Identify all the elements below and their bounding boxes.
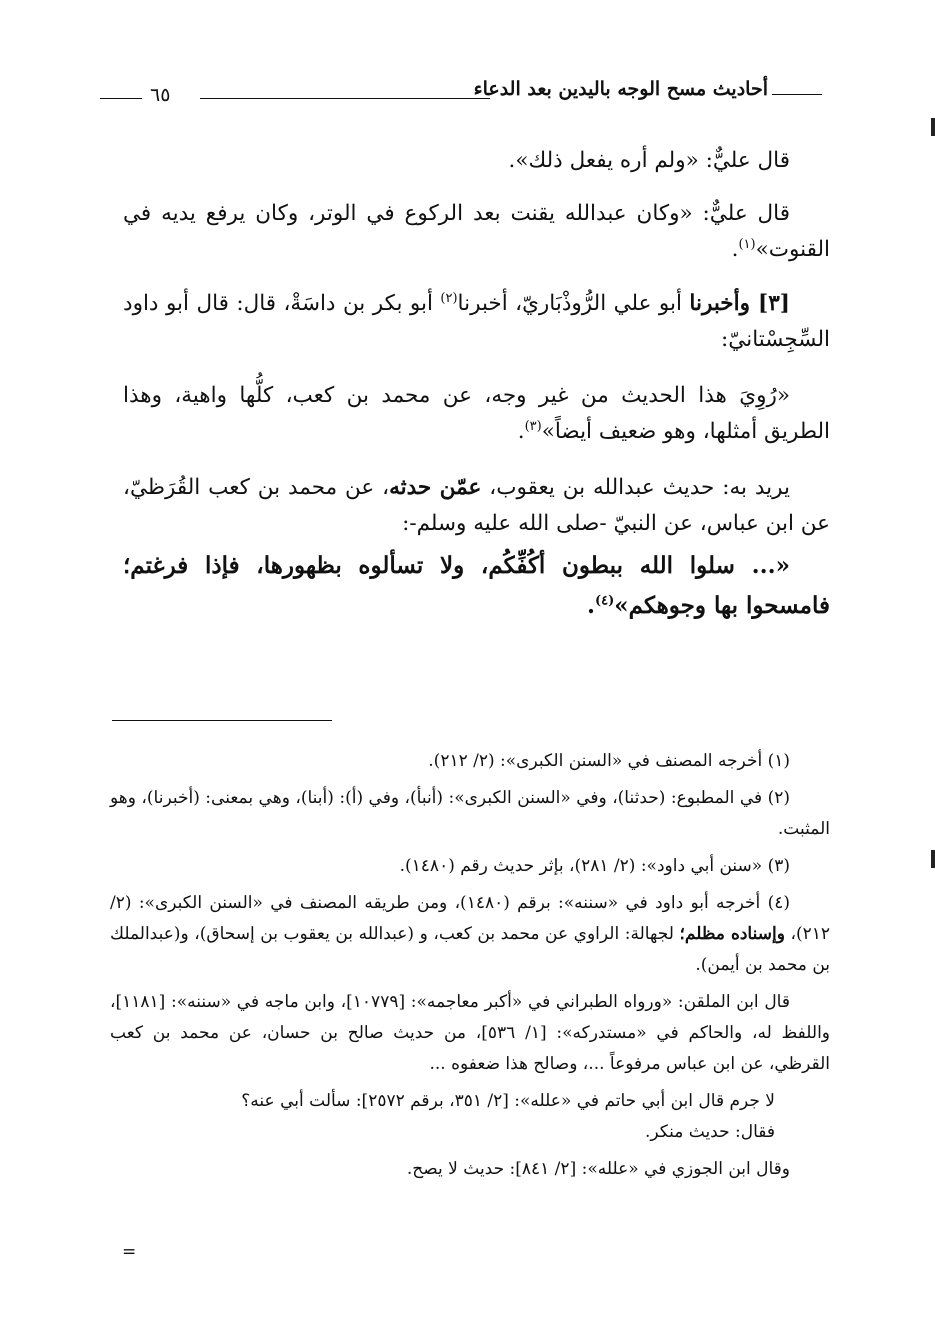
footnote-3-text: (٣) «سنن أبي داود»: (٢/ ٢٨١)، بإثر حديث رقم (١٤٨٠). xyxy=(399,856,790,876)
scan-edge-mark-2 xyxy=(931,850,935,868)
page-number: ٦٥ xyxy=(150,84,171,106)
paragraph-hadith-text: «... سلوا الله ببطون أكُفِّكُم، ولا تسألوه بظهورها، فإذا فرغتم؛ فامسحوا بها وجوهكم»$^{(٤)}$. xyxy=(123,552,830,619)
footnote-ibn-jawzi xyxy=(110,1154,830,1185)
scan-edge-mark-1 xyxy=(931,118,935,136)
paragraph-ali-1-text: قال عليٌّ: «ولم أره يفعل ذلك». xyxy=(508,148,790,173)
header-rule-left xyxy=(100,98,142,99)
explanation-part-1: يريد به: حديث عبدالله بن يعقوب، xyxy=(481,475,790,500)
paragraph-abu-dawud-quote: «رُوِيَ هذا الحديث من غير وجه، عن محمد بن كعب، كلُّها واهية، وهذا الطريق أمثلها، وهو ضعيف أيضاً»$^{(٣)}$. xyxy=(123,383,830,444)
footnote-ibn-mulaqqin xyxy=(110,987,830,1080)
footnote-4-part-1: (٤) أخرجه أبو داود في «سننه»: برقم (١٤٨٠)، ومن طريقه المصنف في «السنن الكبرى»: (٢/ ٢١٢)، xyxy=(110,893,831,944)
isnad-part-1: أبو علي الرُّوذْبَاريّ، أخبرنا xyxy=(457,291,690,316)
footnote-ref-2: (٢) xyxy=(440,290,458,306)
header-rule-middle xyxy=(200,98,490,99)
footnote-2-text: (٢) في المطبوع: (حدثنا)، وفي «السنن الكبرى»: (أنبأ)، وفي (أ): (أبنا)، وهي بمعنى: (أخبرنا)، وهو المثبت. xyxy=(110,788,830,839)
footnote-4-part-2: لجهالة: الراوي عن محمد بن كعب، و (عبدالله بن يعقوب بن إسحاق)، و(عبدالملك بن محمد بن أيمن). xyxy=(110,924,830,975)
running-header xyxy=(100,74,822,114)
footnote-4 xyxy=(110,888,830,981)
footnote-ref-3: (٣) xyxy=(524,418,542,434)
footnote-2 xyxy=(110,783,830,845)
paragraph-ali-2-text: قال عليٌّ: «وكان عبدالله يقنت بعد الركوع في الوتر، وكان يرفع يديه في القنوت» xyxy=(123,201,830,262)
footnote-1 xyxy=(110,746,830,777)
paragraph-ali-1 xyxy=(123,143,830,179)
header-title: أحاديث مسح الوجه باليدين بعد الدعاء xyxy=(473,78,768,100)
footnote-verdict xyxy=(110,1117,830,1148)
footnote-1-text: (١) أخرجه المصنف في «السنن الكبرى»: (٢/ ٢١٢). xyxy=(428,751,790,771)
footnote-ref-1: (١) xyxy=(738,236,756,252)
footnotes xyxy=(110,746,830,1185)
paragraph-ali-2: قال عليٌّ: «وكان عبدالله يقنت بعد الركوع في الوتر، وكان يرفع يديه في القنوت»$^{(١)}$. xyxy=(123,201,830,262)
explanation-part-2: ، عن محمد بن كعب القُرَظيّ، عن ابن عباس، عن النبيّ -صلى الله عليه وسلم-: xyxy=(123,475,830,536)
footnote-3 xyxy=(110,851,830,882)
main-text xyxy=(123,143,830,626)
hadith-number-3: [٣] وأخبرنا xyxy=(689,291,790,316)
header-rule-right xyxy=(772,94,822,95)
footnote-ibn-abi-hatim-text: لا جرم قال ابن أبي حاتم في «علله»: [٢/ ٣٥١، برقم ٢٥٧٢]: سألت أبي عنه؟ xyxy=(241,1091,775,1111)
footnote-divider xyxy=(112,720,332,721)
continuation-mark: = xyxy=(122,1242,137,1262)
isnad-part-2: أبو بكر بن داسَةْ، قال: قال أبو داود السِّجِسْتانيّ: xyxy=(123,291,830,352)
footnote-4-bold: وإسناده مظلم؛ xyxy=(679,924,785,944)
footnote-ibn-mulaqqin-text: قال ابن الملقن: «ورواه الطبراني في «أكبر معاجمه»: [١٠٧٧٩]، وابن ماجه في «سننه»: [١١٨١]، واللفظ له، والحاكم في «مستدركه»: [١/ ٥٣٦]، من حديث صالح بن حسان، عن محمد بن كعب القرظي، عن ابن عباس مرفوعاً ...، وصالح هذا ضعفوه ... xyxy=(110,992,831,1074)
explanation-bold: عمّن حدثه xyxy=(389,475,482,500)
footnote-ref-4: (٤) xyxy=(594,593,615,609)
paragraph-3-isnad xyxy=(123,286,830,358)
footnote-ibn-jawzi-text: وقال ابن الجوزي في «علله»: [٢/ ٨٤١]: حديث لا يصح. xyxy=(406,1159,790,1179)
paragraph-explanation xyxy=(123,470,830,542)
abu-dawud-quote-text: «رُوِيَ هذا الحديث من غير وجه، عن محمد بن كعب، كلُّها واهية، وهذا الطريق أمثلها، وهو ضعيف أيضاً» xyxy=(123,383,830,444)
footnote-verdict-text: فقال: حديث منكر. xyxy=(644,1122,775,1142)
footnote-ibn-abi-hatim xyxy=(110,1086,830,1117)
hadith-text: «... سلوا الله ببطون أكُفِّكُم، ولا تسألوه بظهورها، فإذا فرغتم؛ فامسحوا بها وجوهكم» xyxy=(123,552,830,619)
